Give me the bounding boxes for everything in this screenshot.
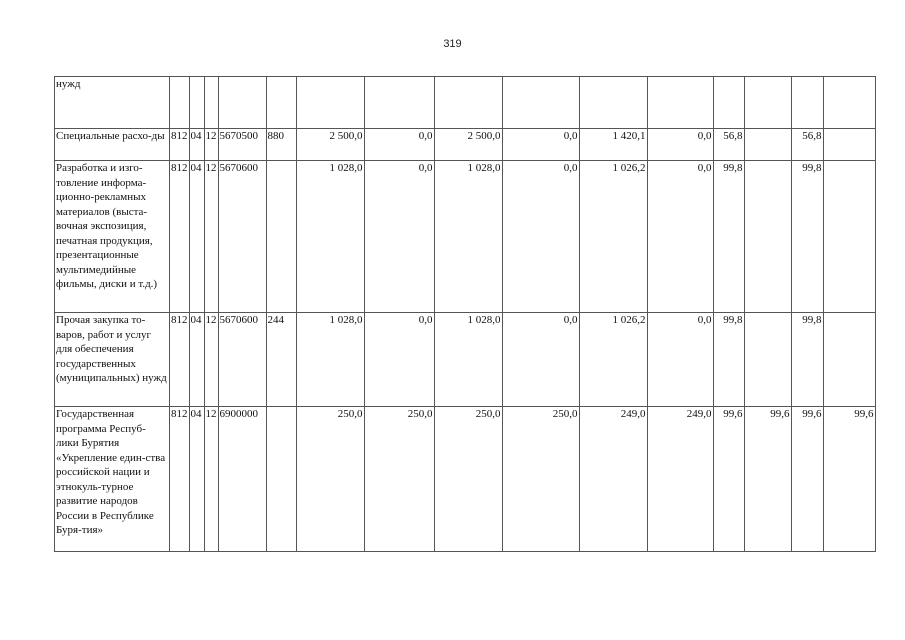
cell-value-2: 0,0 (364, 161, 434, 313)
table-row (55, 161, 876, 313)
cell-grbs: 812 (170, 313, 190, 407)
cell-value-2: 0,0 (364, 313, 434, 407)
cell-value-1: 2 500,0 (296, 129, 364, 161)
cell-percent-2 (744, 129, 791, 161)
cell-expense-type (266, 77, 296, 129)
cell-percent-2 (744, 313, 791, 407)
cell-percent-3: 99,8 (791, 313, 823, 407)
table-row (55, 77, 876, 129)
cell-value-5: 249,0 (579, 407, 647, 552)
cell-percent-2 (744, 77, 791, 129)
cell-name: нужд (55, 77, 170, 129)
cell-percent-1: 99,8 (713, 313, 744, 407)
cell-value-6: 0,0 (647, 161, 713, 313)
cell-target-article: 6900000 (218, 407, 266, 552)
cell-percent-1: 99,8 (713, 161, 744, 313)
page-number: 319 (443, 38, 462, 50)
cell-value-1 (296, 77, 364, 129)
cell-value-2: 250,0 (364, 407, 434, 552)
cell-percent-4 (823, 129, 875, 161)
cell-grbs: 812 (170, 129, 190, 161)
cell-expense-type (266, 161, 296, 313)
cell-value-4: 0,0 (502, 161, 579, 313)
cell-value-2 (364, 77, 434, 129)
cell-expense-type (266, 407, 296, 552)
cell-value-5 (579, 77, 647, 129)
cell-expense-type: 244 (266, 313, 296, 407)
table-row (55, 407, 876, 552)
cell-subsection: 12 (204, 407, 218, 552)
cell-name: Прочая закупка то-варов, работ и услуг для обеспечения государственных (муниципальных) нужд (55, 313, 170, 407)
cell-value-6: 0,0 (647, 129, 713, 161)
cell-percent-2 (744, 161, 791, 313)
cell-subsection: 12 (204, 313, 218, 407)
cell-value-6 (647, 77, 713, 129)
cell-value-3 (434, 77, 502, 129)
cell-value-2: 0,0 (364, 129, 434, 161)
cell-section: 04 (189, 313, 204, 407)
cell-name: Разработка и изго-товление информа-ционно-рекламных материалов (выста-вочная экспозиция, печатная продукция, презентационные мультимедийные фильмы, диски и т.д.) (55, 161, 170, 313)
cell-target-article: 5670500 (218, 129, 266, 161)
cell-percent-4 (823, 313, 875, 407)
cell-value-1: 250,0 (296, 407, 364, 552)
cell-name: Специальные расхо-ды (55, 129, 170, 161)
cell-value-4: 0,0 (502, 129, 579, 161)
cell-percent-3 (791, 77, 823, 129)
cell-percent-1: 99,6 (713, 407, 744, 552)
cell-value-6: 0,0 (647, 313, 713, 407)
cell-percent-1: 56,8 (713, 129, 744, 161)
cell-subsection (204, 77, 218, 129)
cell-percent-4 (823, 161, 875, 313)
cell-percent-4: 99,6 (823, 407, 875, 552)
cell-value-3: 2 500,0 (434, 129, 502, 161)
cell-percent-3: 99,8 (791, 161, 823, 313)
cell-percent-3: 99,6 (791, 407, 823, 552)
cell-value-3: 1 028,0 (434, 161, 502, 313)
cell-section: 04 (189, 129, 204, 161)
cell-value-3: 1 028,0 (434, 313, 502, 407)
cell-value-3: 250,0 (434, 407, 502, 552)
table-row (55, 129, 876, 161)
cell-value-1: 1 028,0 (296, 313, 364, 407)
cell-target-article (218, 77, 266, 129)
cell-subsection: 12 (204, 129, 218, 161)
cell-section: 04 (189, 407, 204, 552)
cell-value-4 (502, 77, 579, 129)
cell-value-4: 0,0 (502, 313, 579, 407)
budget-table (54, 76, 876, 552)
cell-value-5: 1 026,2 (579, 313, 647, 407)
cell-percent-3: 56,8 (791, 129, 823, 161)
cell-subsection: 12 (204, 161, 218, 313)
cell-section: 04 (189, 161, 204, 313)
cell-target-article: 5670600 (218, 313, 266, 407)
cell-percent-2: 99,6 (744, 407, 791, 552)
cell-value-4: 250,0 (502, 407, 579, 552)
cell-expense-type: 880 (266, 129, 296, 161)
cell-percent-1 (713, 77, 744, 129)
cell-value-1: 1 028,0 (296, 161, 364, 313)
cell-grbs: 812 (170, 407, 190, 552)
cell-percent-4 (823, 77, 875, 129)
cell-value-5: 1 420,1 (579, 129, 647, 161)
cell-grbs: 812 (170, 161, 190, 313)
table-row (55, 313, 876, 407)
cell-section (189, 77, 204, 129)
cell-value-6: 249,0 (647, 407, 713, 552)
cell-target-article: 5670600 (218, 161, 266, 313)
cell-value-5: 1 026,2 (579, 161, 647, 313)
cell-grbs (170, 77, 190, 129)
cell-name: Государственная программа Респуб-лики Бурятия «Укрепление един-ства российской нации и этнокуль-турное развитие народов России в Республике Буря-тия» (55, 407, 170, 552)
